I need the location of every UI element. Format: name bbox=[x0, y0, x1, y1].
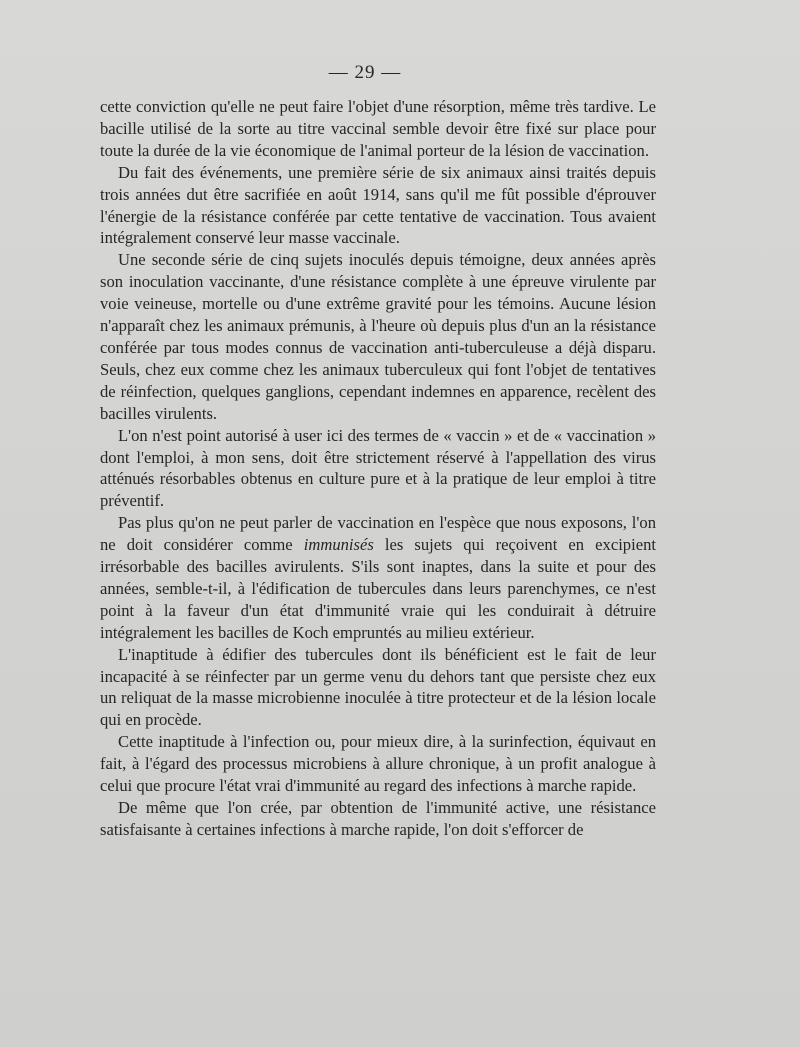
paragraph-5-part-2: les sujets qui reçoivent en excipient irrésorbable des bacilles avirulents. S'ils sont inaptes, dans la suite et pour des années, semble-t-il, à l'édification de tubercules dans leurs parenchymes, ce n'est point à la faveur d'un état d'immunité vraie qui les conduirait à détruire intégralement les bacilles de Koch empruntés au milieu extérieur. bbox=[100, 535, 656, 642]
body-text bbox=[100, 96, 656, 841]
paragraph-5-emphasis: immunisés bbox=[303, 535, 374, 555]
paragraph-8: De même que l'on crée, par obtention de l'immunité active, une résistance satisfaisante à certaines infections à marche rapide, l'on doit s'efforcer de bbox=[100, 798, 656, 839]
paragraph-4: L'on n'est point autorisé à user ici des termes de « vaccin » et de « vaccination » dont l'emploi, à mon sens, doit être strictement réservé à l'appellation des virus atténués résorbables obtenus en culture pure et à la pratique de leur emploi à titre préventif. bbox=[100, 425, 656, 511]
paragraph-5-part-1: Pas plus qu'on ne peut parler de vaccination en l'espèce que nous exposons, l'on ne doit considérer comme bbox=[100, 513, 656, 555]
paragraph-2: Du fait des événements, une première série de six animaux ainsi traités depuis trois années dut être sacrifiée en août 1914, sans qu'il me fût possible d'éprouver l'énergie de la résistance conférée par cette tentative de vaccination. Tous avaient intégralement conservé leur masse vaccinale. bbox=[100, 162, 656, 248]
paragraph-6: L'inaptitude à édifier des tubercules dont ils bénéficient est le fait de leur incapacité à se réinfecter par un germe venu du dehors tant que persiste chez eux un reliquat de la masse microbienne inoculée à titre protecteur et de la lésion locale qui en procède. bbox=[100, 644, 656, 730]
paragraph-3: Une seconde série de cinq sujets inoculés depuis témoigne, deux années après son inoculation vaccinante, d'une résistance complète à une épreuve virulente par voie veineuse, mortelle ou d'une extrême gravité pour les témoins. Aucune lésion n'apparaît chez les animaux prémunis, à l'heure où depuis plus d'un an la résistance conférée par tous modes connus de vaccination anti-tuberculeuse a déjà disparu. Seuls, chez eux comme chez les animaux tuberculeux qui font l'objet de tentatives de réinfection, quelques ganglions, cependant indemnes en apparence, recèlent des bacilles virulents. bbox=[100, 250, 656, 423]
page-number: — 29 — bbox=[328, 62, 402, 83]
paragraph-1: cette conviction qu'elle ne peut faire l'objet d'une résorption, même très tardive. Le bacille utilisé de la sorte au titre vaccinal semble devoir être fixé sur place pour toute la durée de la vie économique de l'animal porteur de la lésion de vaccination. bbox=[100, 97, 656, 160]
paragraph-5 bbox=[100, 512, 656, 643]
paragraph-7: Cette inaptitude à l'infection ou, pour mieux dire, à la surinfection, équivaut en fait, à l'égard des processus microbiens à allure chronique, à un profit analogue à celui que procure l'état vrai d'immunité au regard des infections à marche rapide. bbox=[100, 732, 656, 796]
